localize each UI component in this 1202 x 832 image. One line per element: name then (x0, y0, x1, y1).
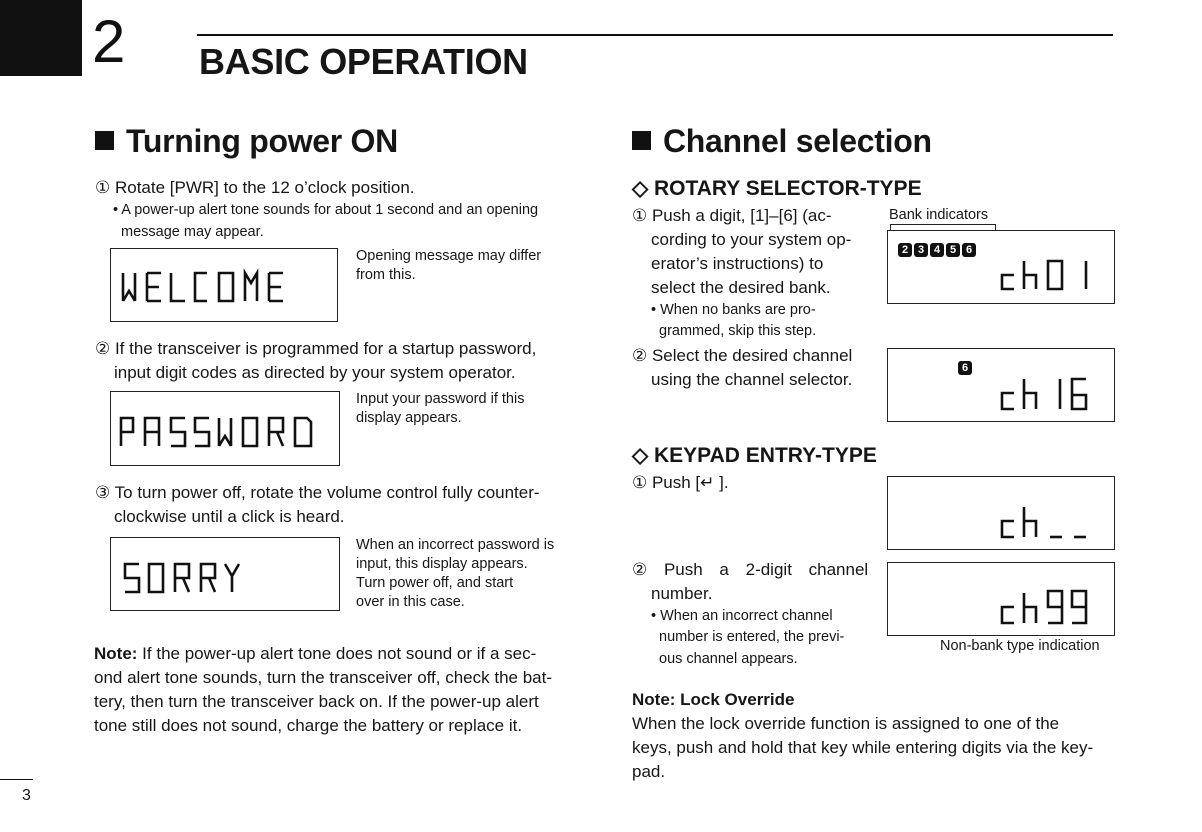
bank-indicator-6: 6 (962, 243, 976, 257)
bank-indicator-6: 6 (958, 361, 972, 375)
rotary-step2-line2: using the channel selector. (651, 370, 853, 389)
welcome-lcd-display (110, 248, 338, 322)
lock-override-note-title: Note: Lock Override (632, 690, 795, 709)
power-step1: ① Rotate [PWR] to the 12 o’clock position. (95, 178, 415, 197)
keypad-step2-bullet-line1: • When an incorrect channel (651, 608, 833, 624)
lcd-channel-entry-display (887, 476, 1115, 550)
bank-indicator-2: 2 (898, 243, 912, 257)
power-note-line3: tery, then turn the transceiver back on. If the power-up alert (94, 692, 539, 711)
lcd-channel-entry-segments (888, 477, 1114, 549)
keypad-step1-prefix: ① Push [ (632, 473, 701, 492)
power-step3-line1: ③ To turn power off, rotate the volume control fully counter- (95, 483, 540, 502)
power-note-line1 (94, 642, 536, 666)
keypad-step2-line2: number. (651, 584, 713, 603)
sorry-lcd-display (110, 537, 340, 611)
rotary-step1-bullet-line1: • When no banks are pro- (651, 302, 816, 318)
rotary-step1-line2: cording to your system op- (651, 230, 852, 249)
section-square-icon (95, 131, 114, 150)
power-note-line1-text: If the power-up alert tone does not sound or if a sec- (137, 644, 537, 663)
rotary-subtitle: ◇ ROTARY SELECTOR-TYPE (632, 177, 922, 200)
lcd-channel-99-display (887, 562, 1115, 636)
section-title-power-text: Turning power ON (126, 123, 398, 159)
sorry-note-line4: over in this case. (356, 594, 465, 610)
password-lcd-display (110, 391, 340, 466)
rotary-step1-line4: select the desired bank. (651, 278, 831, 297)
page-number: 3 (22, 787, 31, 804)
welcome-note-line1: Opening message may differ (356, 248, 542, 264)
power-step2-line1: ② If the transceiver is programmed for a startup password, (95, 339, 537, 358)
sorry-note-line1: When an incorrect password is (356, 537, 555, 553)
welcome-note-line2: from this. (356, 267, 416, 283)
chapter-tab-block (0, 0, 82, 76)
bank-indicator-3: 3 (914, 243, 928, 257)
power-step2-line2: input digit codes as directed by your system operator. (114, 363, 516, 382)
lcd-bank-channel-display (887, 230, 1115, 304)
password-lcd-segments (111, 392, 339, 465)
keypad-step1 (632, 471, 729, 495)
rotary-step1-line3: erator’s instructions) to (651, 254, 824, 273)
power-step1-bullet-line2: message may appear. (121, 224, 264, 240)
keypad-step1-suffix: ]. (714, 473, 729, 492)
chapter-number: 2 (92, 8, 126, 75)
section-title-power (95, 123, 398, 159)
sorry-note-line2: input, this display appears. (356, 556, 528, 572)
power-note-line2: ond alert tone sounds, turn the transceiver off, check the bat- (94, 668, 553, 687)
power-step3-line2: clockwise until a click is heard. (114, 507, 345, 526)
page-number-rule (0, 779, 33, 780)
sorry-note-line3: Turn power off, and start (356, 575, 514, 591)
power-step1-bullet-line1: • A power-up alert tone sounds for about 1 second and an opening (113, 202, 539, 218)
lcd-channel-99-segments (888, 563, 1114, 635)
keypad-subtitle: ◇ KEYPAD ENTRY-TYPE (632, 444, 877, 467)
power-note-label: Note: (94, 644, 138, 663)
rotary-step1-line1: ① Push a digit, [1]–[6] (ac- (632, 206, 832, 225)
power-note-line4: tone still does not sound, charge the battery or replace it. (94, 716, 523, 735)
bank-indicator-5: 5 (946, 243, 960, 257)
password-note-line2: display appears. (356, 410, 462, 426)
bank-indicator-4: 4 (930, 243, 944, 257)
section-square-icon (632, 131, 651, 150)
section-title-channel-text: Channel selection (663, 123, 932, 159)
lcd-channel-16-segments (888, 349, 1114, 421)
lcd-bank-channel-segments (888, 231, 1114, 303)
rotary-step1-bullet-line2: grammed, skip this step. (659, 323, 817, 339)
keypad-step2-bullet-line2: number is entered, the previ- (659, 629, 845, 645)
welcome-lcd-segments (111, 249, 337, 321)
lcd-channel-16-display (887, 348, 1115, 422)
password-note-line1: Input your password if this (356, 391, 525, 407)
lock-override-note-line2: keys, push and hold that key while entering digits via the key- (632, 738, 1094, 757)
chapter-title: BASIC OPERATION (199, 41, 528, 82)
enter-key-icon: ↵ (700, 473, 715, 492)
keypad-step2-bullet-line3: ous channel appears. (659, 651, 798, 667)
keypad-step2-line1: ② Push a 2-digit channel (632, 560, 869, 579)
nonbank-caption: Non-bank type indication (940, 638, 1100, 654)
chapter-rule (197, 34, 1113, 36)
sorry-lcd-segments (111, 538, 339, 610)
section-title-channel (632, 123, 932, 159)
lock-override-note-line3: pad. (632, 762, 666, 781)
bank-indicators-label: Bank indicators (889, 207, 989, 223)
lock-override-note-line1: When the lock override function is assigned to one of the (632, 714, 1060, 733)
rotary-step2-line1: ② Select the desired channel (632, 346, 853, 365)
